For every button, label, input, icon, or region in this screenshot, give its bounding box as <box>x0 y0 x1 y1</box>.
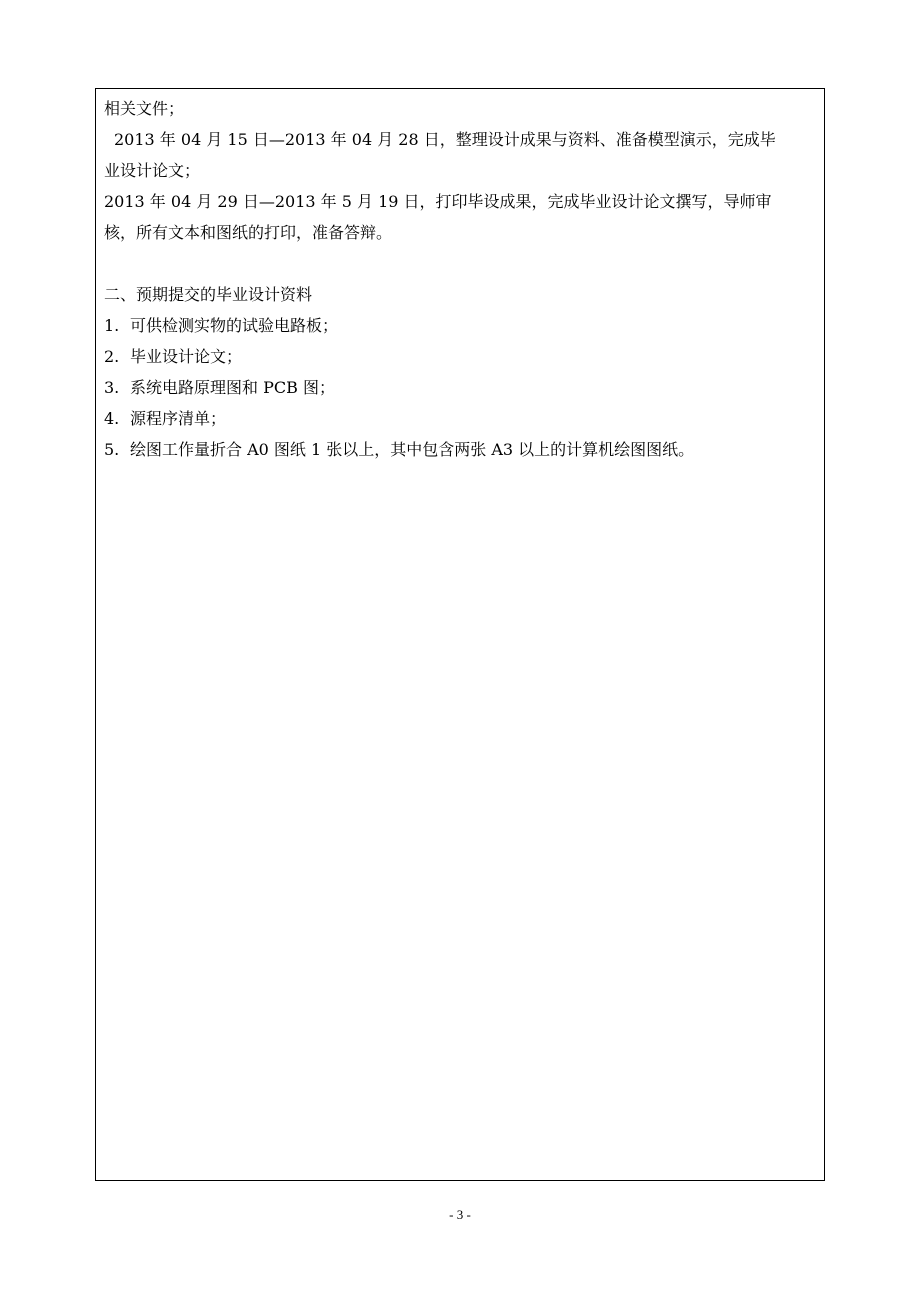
document-frame <box>95 88 825 1181</box>
list-item <box>104 341 816 372</box>
list-item <box>104 372 816 403</box>
list-item-number: 4. <box>104 409 120 428</box>
list-item <box>104 403 816 434</box>
list-item-number: 5. <box>104 440 120 459</box>
list-item-text: 源程序清单； <box>130 409 227 428</box>
list-item-text: 绘图工作量折合 A0 图纸 1 张以上，其中包含两张 A3 以上的计算机绘图图纸。 <box>130 440 695 459</box>
schedule-line-1: 相关文件； <box>104 99 185 118</box>
blank-line <box>104 248 816 279</box>
list-item-text: 毕业设计论文； <box>130 347 243 366</box>
schedule-line-2: 2013 年 04 月 15 日—2013 年 04 月 28 日，整理设计成果与资料、准备模型演示，完成毕 <box>114 130 776 149</box>
list-item <box>104 310 816 341</box>
list-item-text: 系统电路原理图和 PCB 图； <box>130 378 335 397</box>
list-item-text: 可供检测实物的试验电路板； <box>130 316 339 335</box>
schedule-line-4: 2013 年 04 月 29 日—2013 年 5 月 19 日，打印毕设成果，完成毕业设计论文撰写，导师审 <box>104 192 772 211</box>
schedule-line-3: 业设计论文； <box>104 161 201 180</box>
document-content <box>104 93 816 465</box>
list-item-number: 1. <box>104 316 120 335</box>
section-title: 二、预期提交的毕业设计资料 <box>104 285 313 304</box>
list-item <box>104 434 816 465</box>
list-item-number: 3. <box>104 378 120 397</box>
list-item-number: 2. <box>104 347 120 366</box>
schedule-line-5: 核，所有文本和图纸的打印，准备答辩。 <box>104 223 393 242</box>
page-number: - 3 - <box>449 1207 471 1222</box>
